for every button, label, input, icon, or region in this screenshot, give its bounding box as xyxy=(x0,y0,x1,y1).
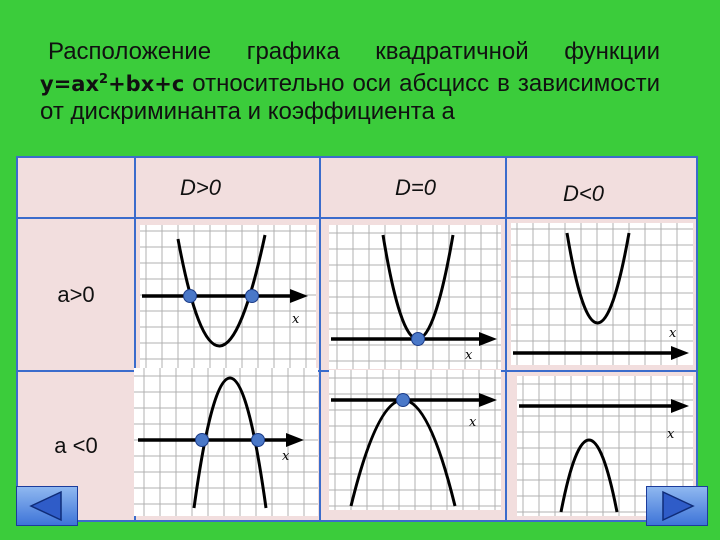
graph-apos-dpos xyxy=(140,225,316,375)
graph-apos-dzero xyxy=(329,225,501,369)
graph-aneg-dpos xyxy=(134,368,318,516)
header-d-positive: D>0 xyxy=(135,157,320,218)
root-point xyxy=(196,434,209,447)
row-label-a-positive: a>0 xyxy=(17,218,135,371)
graph-aneg-dzero xyxy=(329,370,501,510)
x-axis-arrow-icon xyxy=(671,346,689,360)
x-axis-arrow-icon xyxy=(290,289,308,303)
x-axis-arrow-icon xyxy=(479,393,497,407)
root-point xyxy=(246,290,259,303)
x-axis-label: x xyxy=(282,449,290,464)
row-label-a-negative: a <0 xyxy=(17,371,135,521)
x-axis-arrow-icon xyxy=(671,399,689,413)
parabola-curve xyxy=(561,440,617,512)
root-point xyxy=(252,434,265,447)
x-axis-label: x xyxy=(469,415,477,430)
cell-aneg-dzero xyxy=(320,371,506,521)
title-formula: $y=ax^2+bx+c$ xyxy=(40,72,185,96)
slide-title xyxy=(40,38,660,126)
comparison-table xyxy=(16,156,698,522)
graph-apos-dneg xyxy=(511,223,693,365)
parabola-curve xyxy=(383,235,453,339)
x-axis-label: x xyxy=(667,427,675,442)
header-d-zero: D=0 xyxy=(320,157,506,218)
right-arrow-icon xyxy=(647,487,707,525)
cell-apos-dneg xyxy=(506,218,697,371)
x-axis-arrow-icon xyxy=(286,433,304,447)
corner-cell xyxy=(17,157,135,218)
left-arrow-icon xyxy=(17,487,77,525)
title-text-end: относительно оси абсцисс в зависимости от дискриминанта и коэффициента a xyxy=(40,70,661,125)
prev-slide-button[interactable] xyxy=(16,486,78,526)
cell-apos-dpos xyxy=(135,218,320,371)
next-slide-button[interactable] xyxy=(646,486,708,526)
x-axis-label: x xyxy=(669,326,677,341)
vertex-point xyxy=(412,333,425,346)
x-axis-arrow-icon xyxy=(479,332,497,346)
root-point xyxy=(184,290,197,303)
header-d-negative: D<0 xyxy=(506,157,697,218)
title-text-start: Расположение графика квадратичной функции xyxy=(48,38,660,65)
cell-apos-dzero xyxy=(320,218,506,371)
vertex-point xyxy=(397,394,410,407)
x-axis-label: x xyxy=(292,312,300,327)
x-axis-label: x xyxy=(465,348,473,363)
cell-aneg-dpos xyxy=(135,371,320,521)
